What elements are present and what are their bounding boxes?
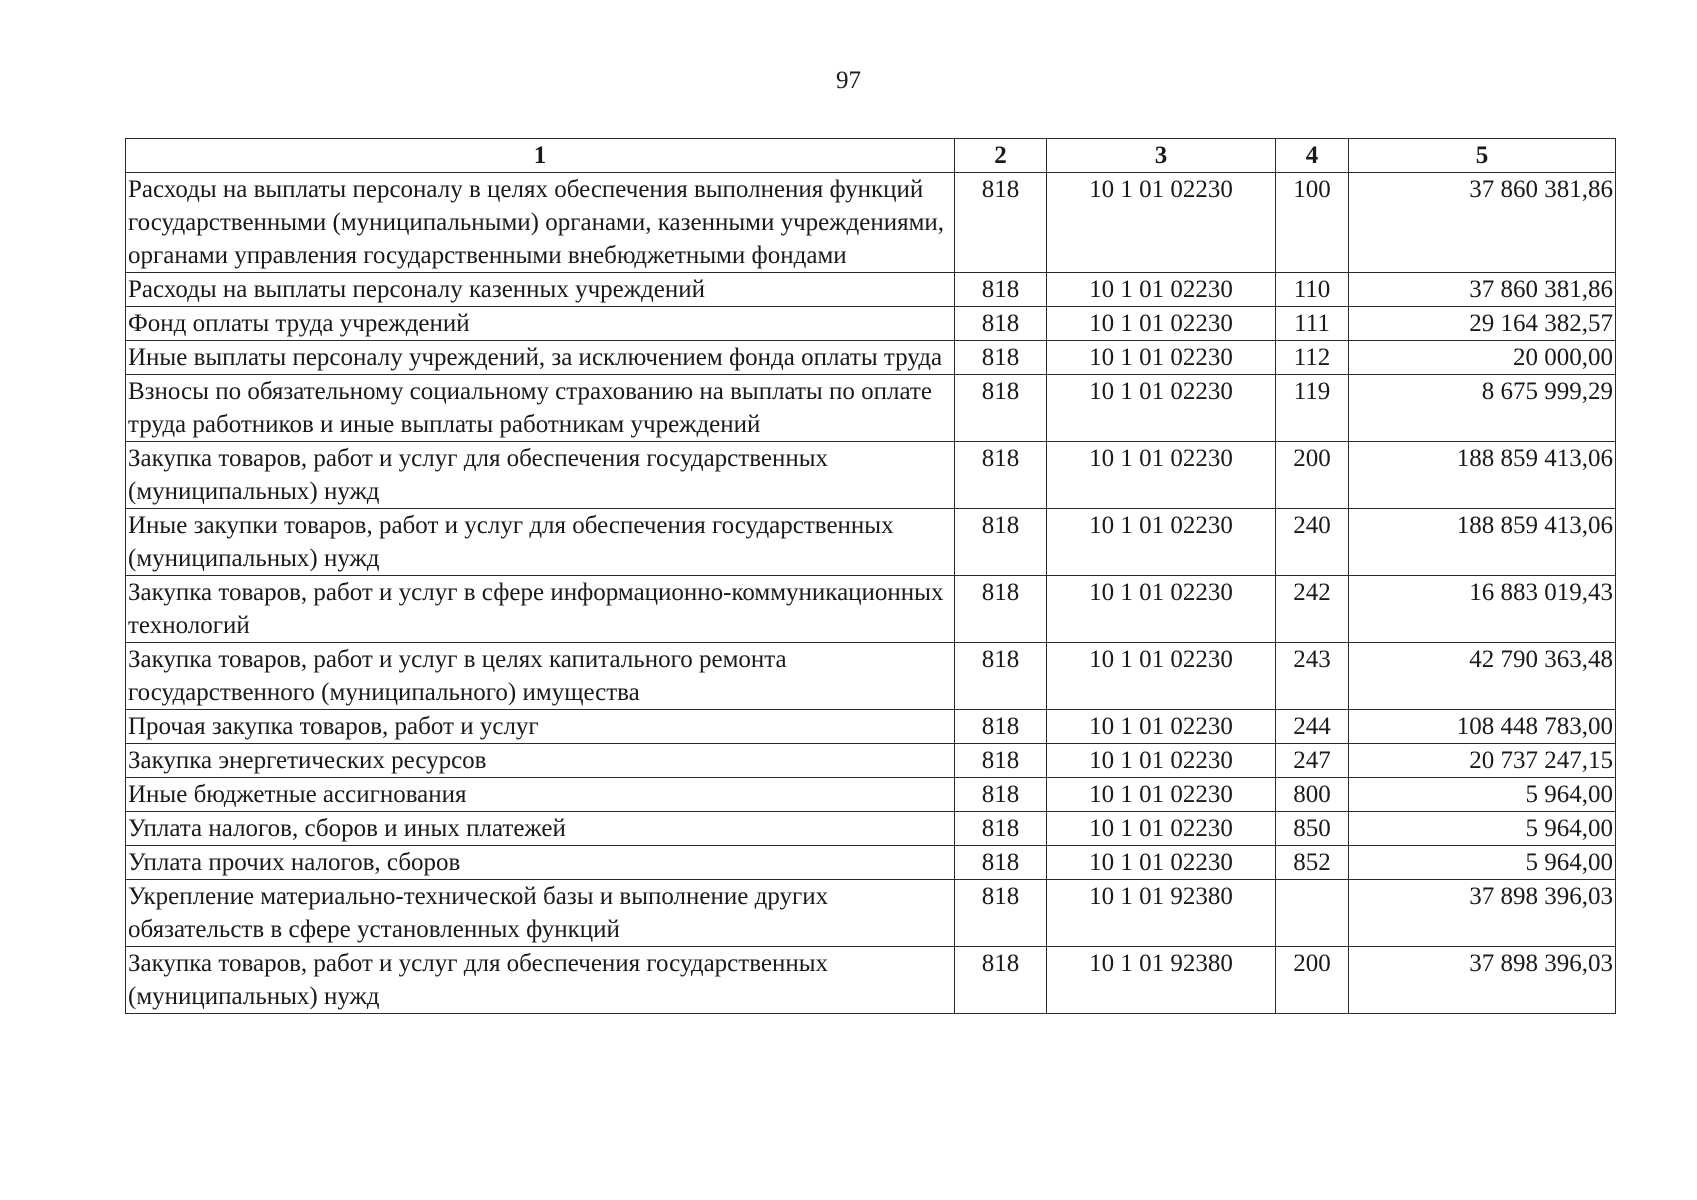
cell-expense-type: 200 [1276,442,1349,509]
cell-target-article: 10 1 01 02230 [1047,273,1276,307]
cell-ved-code: 818 [955,307,1047,341]
column-header: 3 [1047,139,1276,173]
cell-target-article: 10 1 01 02230 [1047,846,1276,880]
cell-name: Расходы на выплаты персоналу в целях обеспечения выполнения функций государственными (муниципальными) органами, казенными учреждениями, органами управления государственными внебюджетными фондами [126,173,955,273]
cell-name: Фонд оплаты труда учреждений [126,307,955,341]
cell-amount: 37 860 381,86 [1349,173,1616,273]
cell-name: Уплата налогов, сборов и иных платежей [126,812,955,846]
cell-ved-code: 818 [955,341,1047,375]
cell-name: Закупка товаров, работ и услуг для обеспечения государственных (муниципальных) нужд [126,947,955,1014]
cell-ved-code: 818 [955,812,1047,846]
cell-ved-code: 818 [955,744,1047,778]
cell-ved-code: 818 [955,778,1047,812]
cell-ved-code: 818 [955,880,1047,947]
cell-target-article: 10 1 01 02230 [1047,744,1276,778]
column-header: 4 [1276,139,1349,173]
cell-target-article: 10 1 01 92380 [1047,947,1276,1014]
table-row [126,341,1616,375]
cell-amount: 37 898 396,03 [1349,880,1616,947]
table-row [126,880,1616,947]
cell-ved-code: 818 [955,710,1047,744]
cell-expense-type: 112 [1276,341,1349,375]
cell-target-article: 10 1 01 02230 [1047,812,1276,846]
table-row [126,576,1616,643]
cell-amount: 16 883 019,43 [1349,576,1616,643]
cell-target-article: 10 1 01 02230 [1047,710,1276,744]
cell-name: Иные бюджетные ассигнования [126,778,955,812]
cell-amount: 37 860 381,86 [1349,273,1616,307]
table-row [126,307,1616,341]
cell-amount: 37 898 396,03 [1349,947,1616,1014]
cell-expense-type: 200 [1276,947,1349,1014]
cell-ved-code: 818 [955,273,1047,307]
cell-name: Расходы на выплаты персоналу казенных учреждений [126,273,955,307]
header-row [126,139,1616,173]
cell-target-article: 10 1 01 02230 [1047,576,1276,643]
table-row [126,375,1616,442]
cell-expense-type: 247 [1276,744,1349,778]
cell-amount: 5 964,00 [1349,778,1616,812]
cell-ved-code: 818 [955,173,1047,273]
cell-target-article: 10 1 01 02230 [1047,442,1276,509]
table-row [126,643,1616,710]
cell-target-article: 10 1 01 92380 [1047,880,1276,947]
cell-name: Закупка энергетических ресурсов [126,744,955,778]
cell-name: Взносы по обязательному социальному страхованию на выплаты по оплате труда работников и иные выплаты работникам учреждений [126,375,955,442]
cell-name: Закупка товаров, работ и услуг в целях капитального ремонта государственного (муниципального) имущества [126,643,955,710]
cell-expense-type: 852 [1276,846,1349,880]
cell-expense-type: 242 [1276,576,1349,643]
cell-expense-type: 110 [1276,273,1349,307]
table-row [126,442,1616,509]
cell-amount: 188 859 413,06 [1349,442,1616,509]
table-row [126,273,1616,307]
cell-amount: 8 675 999,29 [1349,375,1616,442]
cell-amount: 29 164 382,57 [1349,307,1616,341]
cell-expense-type: 800 [1276,778,1349,812]
cell-ved-code: 818 [955,643,1047,710]
table-row [126,812,1616,846]
cell-expense-type: 100 [1276,173,1349,273]
cell-amount: 108 448 783,00 [1349,710,1616,744]
cell-name: Иные выплаты персоналу учреждений, за исключением фонда оплаты труда [126,341,955,375]
cell-expense-type: 119 [1276,375,1349,442]
cell-ved-code: 818 [955,846,1047,880]
cell-target-article: 10 1 01 02230 [1047,375,1276,442]
cell-expense-type: 243 [1276,643,1349,710]
cell-expense-type [1276,880,1349,947]
table-row [126,778,1616,812]
page-number: 97 [836,67,861,94]
cell-expense-type: 850 [1276,812,1349,846]
cell-target-article: 10 1 01 02230 [1047,643,1276,710]
cell-target-article: 10 1 01 02230 [1047,307,1276,341]
cell-expense-type: 111 [1276,307,1349,341]
table-row [126,710,1616,744]
cell-name: Иные закупки товаров, работ и услуг для обеспечения государственных (муниципальных) нужд [126,509,955,576]
cell-ved-code: 818 [955,442,1047,509]
cell-amount: 20 737 247,15 [1349,744,1616,778]
cell-name: Уплата прочих налогов, сборов [126,846,955,880]
table-body [126,173,1616,1014]
cell-name: Закупка товаров, работ и услуг для обеспечения государственных (муниципальных) нужд [126,442,955,509]
table-row [126,744,1616,778]
cell-amount: 5 964,00 [1349,846,1616,880]
cell-ved-code: 818 [955,509,1047,576]
table-row [126,846,1616,880]
cell-amount: 188 859 413,06 [1349,509,1616,576]
cell-ved-code: 818 [955,947,1047,1014]
cell-name: Укрепление материально-технической базы и выполнение других обязательств в сфере установленных функций [126,880,955,947]
cell-target-article: 10 1 01 02230 [1047,509,1276,576]
table-row [126,173,1616,273]
budget-table [125,138,1616,1014]
cell-name: Прочая закупка товаров, работ и услуг [126,710,955,744]
column-header: 1 [126,139,955,173]
cell-target-article: 10 1 01 02230 [1047,173,1276,273]
table-row [126,509,1616,576]
cell-amount: 42 790 363,48 [1349,643,1616,710]
cell-name: Закупка товаров, работ и услуг в сфере информационно-коммуникационных технологий [126,576,955,643]
cell-ved-code: 818 [955,375,1047,442]
cell-amount: 5 964,00 [1349,812,1616,846]
table-row [126,947,1616,1014]
cell-target-article: 10 1 01 02230 [1047,778,1276,812]
column-header: 2 [955,139,1047,173]
cell-target-article: 10 1 01 02230 [1047,341,1276,375]
column-header: 5 [1349,139,1616,173]
cell-expense-type: 240 [1276,509,1349,576]
cell-expense-type: 244 [1276,710,1349,744]
cell-ved-code: 818 [955,576,1047,643]
cell-amount: 20 000,00 [1349,341,1616,375]
